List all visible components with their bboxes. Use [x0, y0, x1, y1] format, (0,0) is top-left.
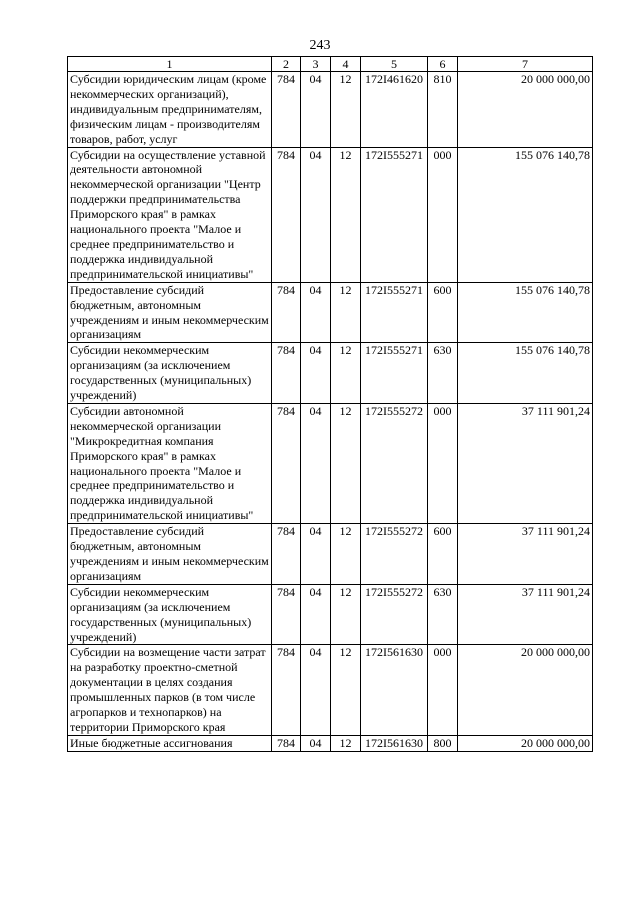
table-row: [68, 72, 593, 148]
row-name: Субсидии автономной некоммерческой организации "Микрокредитная компания Приморского края" в рамках национального проекта "Малое и среднее предпринимательство и поддержка индивидуальной предпринимательской инициативы": [68, 403, 272, 523]
section-code: 04: [301, 343, 331, 404]
section-code: 04: [301, 72, 331, 148]
table-row: [68, 343, 593, 404]
ministry-code: 784: [272, 524, 301, 585]
amount: 20 000 000,00: [458, 735, 593, 751]
section-code: 04: [301, 645, 331, 735]
amount: 155 076 140,78: [458, 147, 593, 282]
column-header: 6: [428, 57, 458, 72]
column-header: 7: [458, 57, 593, 72]
row-name: Субсидии на возмещение части затрат на разработку проектно-сметной документации в целях создания промышленных парков (в том числе агропарков и технопарков) на территории Приморского края: [68, 645, 272, 735]
expense-type-code: 810: [428, 72, 458, 148]
subsection-code: 12: [331, 645, 361, 735]
table-row: [68, 735, 593, 751]
amount: 155 076 140,78: [458, 282, 593, 343]
table-row: [68, 403, 593, 523]
column-header: 1: [68, 57, 272, 72]
section-code: 04: [301, 735, 331, 751]
target-article-code: 172I555271: [361, 282, 428, 343]
expense-type-code: 600: [428, 524, 458, 585]
table-row: [68, 282, 593, 343]
column-header: 5: [361, 57, 428, 72]
ministry-code: 784: [272, 403, 301, 523]
subsection-code: 12: [331, 584, 361, 645]
subsection-code: 12: [331, 343, 361, 404]
amount: 37 111 901,24: [458, 584, 593, 645]
table-row: [68, 645, 593, 735]
target-article-code: 172I555271: [361, 147, 428, 282]
page-number: 243: [309, 38, 331, 53]
ministry-code: 784: [272, 147, 301, 282]
subsection-code: 12: [331, 735, 361, 751]
expense-type-code: 000: [428, 645, 458, 735]
expense-type-code: 000: [428, 147, 458, 282]
row-name: Субсидии некоммерческим организациям (за исключением государственных (муниципальных) учреждений): [68, 584, 272, 645]
row-name: Иные бюджетные ассигнования: [68, 735, 272, 751]
subsection-code: 12: [331, 72, 361, 148]
subsection-code: 12: [331, 282, 361, 343]
section-code: 04: [301, 282, 331, 343]
expense-type-code: 000: [428, 403, 458, 523]
ministry-code: 784: [272, 282, 301, 343]
section-code: 04: [301, 524, 331, 585]
subsection-code: 12: [331, 524, 361, 585]
ministry-code: 784: [272, 343, 301, 404]
amount: 37 111 901,24: [458, 524, 593, 585]
amount: 155 076 140,78: [458, 343, 593, 404]
target-article-code: 172I561630: [361, 645, 428, 735]
row-name: Субсидии на осуществление уставной деятельности автономной некоммерческой организации "Центр поддержки предпринимательства Приморского края" в рамках национального проекта "Малое и среднее предпринимательство и поддержка индивидуальной предпринимательской инициативы": [68, 147, 272, 282]
subsection-code: 12: [331, 403, 361, 523]
target-article-code: 172I555271: [361, 343, 428, 404]
section-code: 04: [301, 584, 331, 645]
target-article-code: 172I555272: [361, 584, 428, 645]
header-row: [68, 57, 593, 72]
ministry-code: 784: [272, 584, 301, 645]
column-header: 4: [331, 57, 361, 72]
expense-type-code: 600: [428, 282, 458, 343]
amount: 20 000 000,00: [458, 645, 593, 735]
ministry-code: 784: [272, 735, 301, 751]
row-name: Предоставление субсидий бюджетным, автономным учреждениям и иным некоммерческим организациям: [68, 282, 272, 343]
row-name: Субсидии юридическим лицам (кроме некоммерческих организаций), индивидуальным предпринимателям, физическим лицам - производителям товаров, работ, услуг: [68, 72, 272, 148]
column-header: 2: [272, 57, 301, 72]
ministry-code: 784: [272, 72, 301, 148]
target-article-code: 172I461620: [361, 72, 428, 148]
expense-type-code: 630: [428, 584, 458, 645]
target-article-code: 172I555272: [361, 524, 428, 585]
expense-type-code: 800: [428, 735, 458, 751]
table-row: [68, 147, 593, 282]
expense-type-code: 630: [428, 343, 458, 404]
section-code: 04: [301, 403, 331, 523]
subsection-code: 12: [331, 147, 361, 282]
amount: 20 000 000,00: [458, 72, 593, 148]
target-article-code: 172I555272: [361, 403, 428, 523]
budget-table: [67, 56, 593, 752]
row-name: Субсидии некоммерческим организациям (за исключением государственных (муниципальных) учреждений): [68, 343, 272, 404]
row-name: Предоставление субсидий бюджетным, автономным учреждениям и иным некоммерческим организациям: [68, 524, 272, 585]
target-article-code: 172I561630: [361, 735, 428, 751]
column-header: 3: [301, 57, 331, 72]
section-code: 04: [301, 147, 331, 282]
ministry-code: 784: [272, 645, 301, 735]
table-row: [68, 584, 593, 645]
amount: 37 111 901,24: [458, 403, 593, 523]
table-row: [68, 524, 593, 585]
